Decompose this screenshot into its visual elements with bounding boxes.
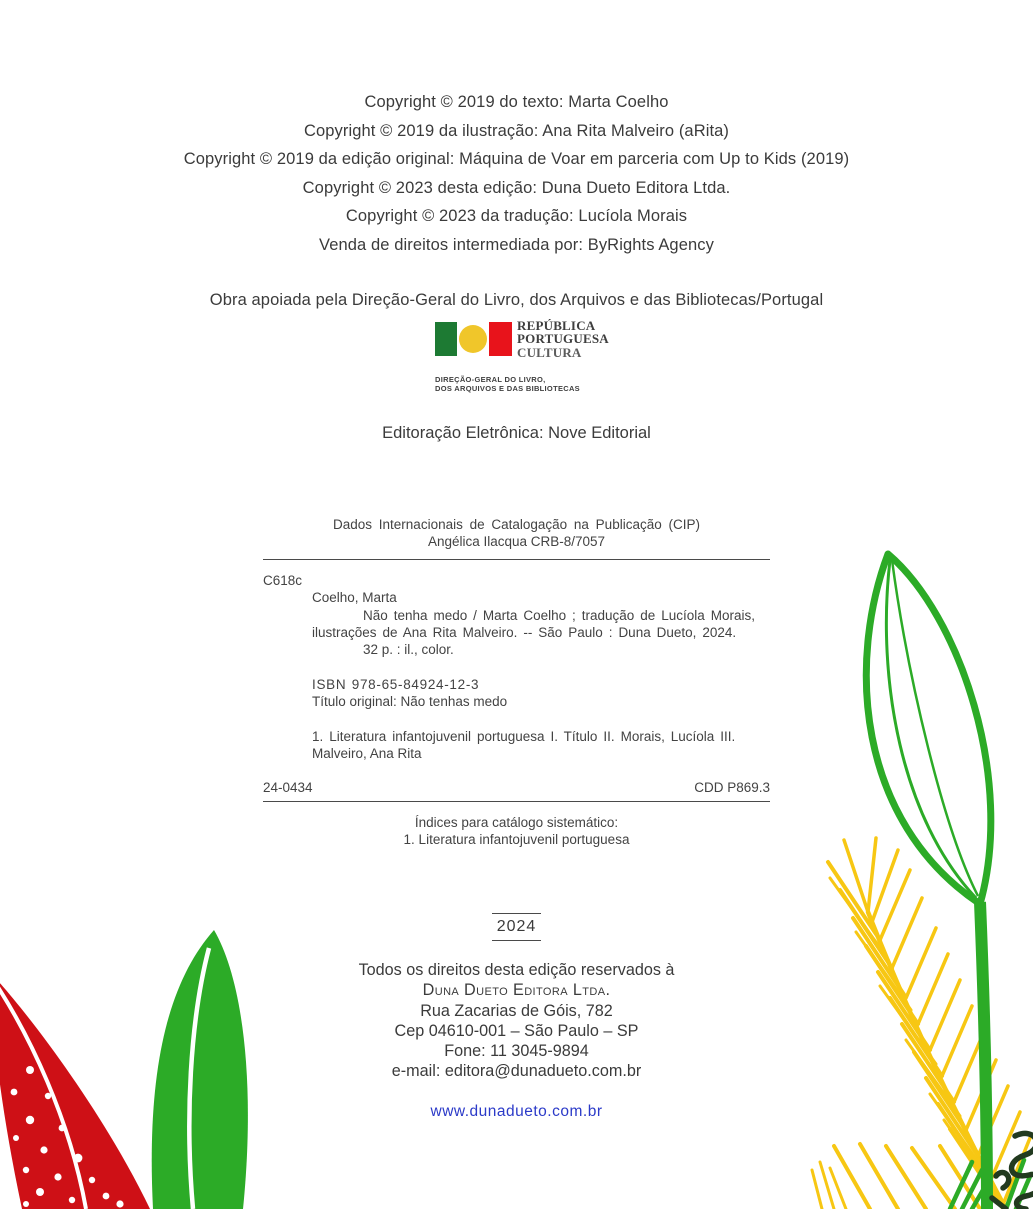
flag-green-bar-icon xyxy=(435,322,457,356)
cip-header: Dados Internacionais de Catalogação na Publicação (CIP) xyxy=(333,517,700,532)
cip-spacer xyxy=(312,659,770,676)
dglab-caption-line2: DOS ARQUIVOS E DAS BIBLIOTECAS xyxy=(435,384,580,393)
copyright-block xyxy=(0,88,1033,260)
copyright-line-this-edition: Copyright © 2023 desta edição: Duna Dueto Editora Ltda. xyxy=(302,178,731,197)
cip-spacer xyxy=(312,711,770,728)
flag-red-bar-icon xyxy=(489,322,512,356)
cip-bottom-row xyxy=(263,779,770,796)
cip-subjects-line1: 1. Literatura infantojuvenil portuguesa I. Título II. Morais, Lucíola III. xyxy=(312,728,736,744)
logo-line-republica: REPÚBLICA xyxy=(517,317,596,333)
publisher-email: e-mail: editora@dunadueto.com.br xyxy=(391,1062,642,1081)
cip-bottom-rule xyxy=(263,801,770,802)
cip-record-number: 24-0434 xyxy=(263,780,313,796)
copyright-line-translation: Copyright © 2023 da tradução: Lucíola Morais xyxy=(345,207,688,226)
logo-title xyxy=(517,319,609,359)
logo-line-cultura: CULTURA xyxy=(517,344,582,360)
dglab-caption xyxy=(435,375,675,393)
cip-top-rule xyxy=(263,559,770,560)
cip-index xyxy=(263,814,770,849)
publisher-cep: Cep 04610-001 – São Paulo – SP xyxy=(394,1021,639,1040)
support-line: Obra apoiada pela Direção-Geral do Livro, dos Arquivos e das Bibliotecas/Portugal xyxy=(209,291,824,309)
rights-reserved-line: Todos os direitos desta edição reservados à xyxy=(358,961,675,979)
cip-original-title: Título original: Não tenhas medo xyxy=(312,694,508,710)
typesetting-line: Editoração Eletrônica: Nove Editorial xyxy=(382,424,651,442)
cip-subjects-line2: Malveiro, Ana Rita xyxy=(312,746,422,762)
publisher-street: Rua Zacarias de Góis, 782 xyxy=(420,1001,613,1020)
edition-year: 2024 xyxy=(492,913,542,941)
cip-cdd-number: CDD P869.3 xyxy=(694,780,770,796)
cip-body xyxy=(263,589,770,762)
copyright-line-original-edition: Copyright © 2019 da edição original: Máquina de Voar em parceria com Up to Kids (2019) xyxy=(183,150,850,169)
dglab-caption-line1: DIREÇÃO-GERAL DO LIVRO, xyxy=(435,375,546,384)
publisher-name: Duna Dueto Editora Ltda. xyxy=(422,981,611,1000)
portugal-flag-icon xyxy=(435,317,675,360)
cip-index-item: 1. Literatura infantojuvenil portuguesa xyxy=(403,832,630,848)
flag-yellow-circle-icon xyxy=(459,325,487,353)
cip-isbn: ISBN 978-65-84924-12-3 xyxy=(312,676,480,692)
republica-portuguesa-logo xyxy=(435,317,675,393)
cip-cataloguer: Angélica Ilacqua CRB-8/7057 xyxy=(427,534,606,550)
cip-title-line1: Não tenha medo / Marta Coelho ; tradução de Lucíola Morais, xyxy=(363,607,755,623)
publisher-website-link[interactable]: www.dunadueto.com.br xyxy=(430,1103,603,1120)
rights-block xyxy=(0,960,1033,1082)
edition-year-wrap xyxy=(0,913,1033,941)
rights-agency-line: Venda de direitos intermediada por: ByRights Agency xyxy=(319,235,714,254)
cip-author: Coelho, Marta xyxy=(312,590,397,606)
logo-line-portuguesa: PORTUGUESA xyxy=(517,331,609,347)
copyright-line-text: Copyright © 2019 do texto: Marta Coelho xyxy=(364,93,669,111)
publisher-phone: Fone: 11 3045-9894 xyxy=(444,1042,589,1061)
cip-call-number: C618c xyxy=(263,572,303,588)
copyright-line-illustration: Copyright © 2019 da ilustração: Ana Rita Malveiro (aRita) xyxy=(303,121,730,140)
cip-title-line2: ilustrações de Ana Rita Malveiro. -- São Paulo : Duna Dueto, 2024. xyxy=(312,625,737,641)
cip-block xyxy=(263,516,770,849)
cip-index-header: Índices para catálogo sistemático: xyxy=(414,814,619,830)
cip-pages: 32 p. : il., color. xyxy=(363,642,454,658)
website-line xyxy=(0,1103,1033,1121)
